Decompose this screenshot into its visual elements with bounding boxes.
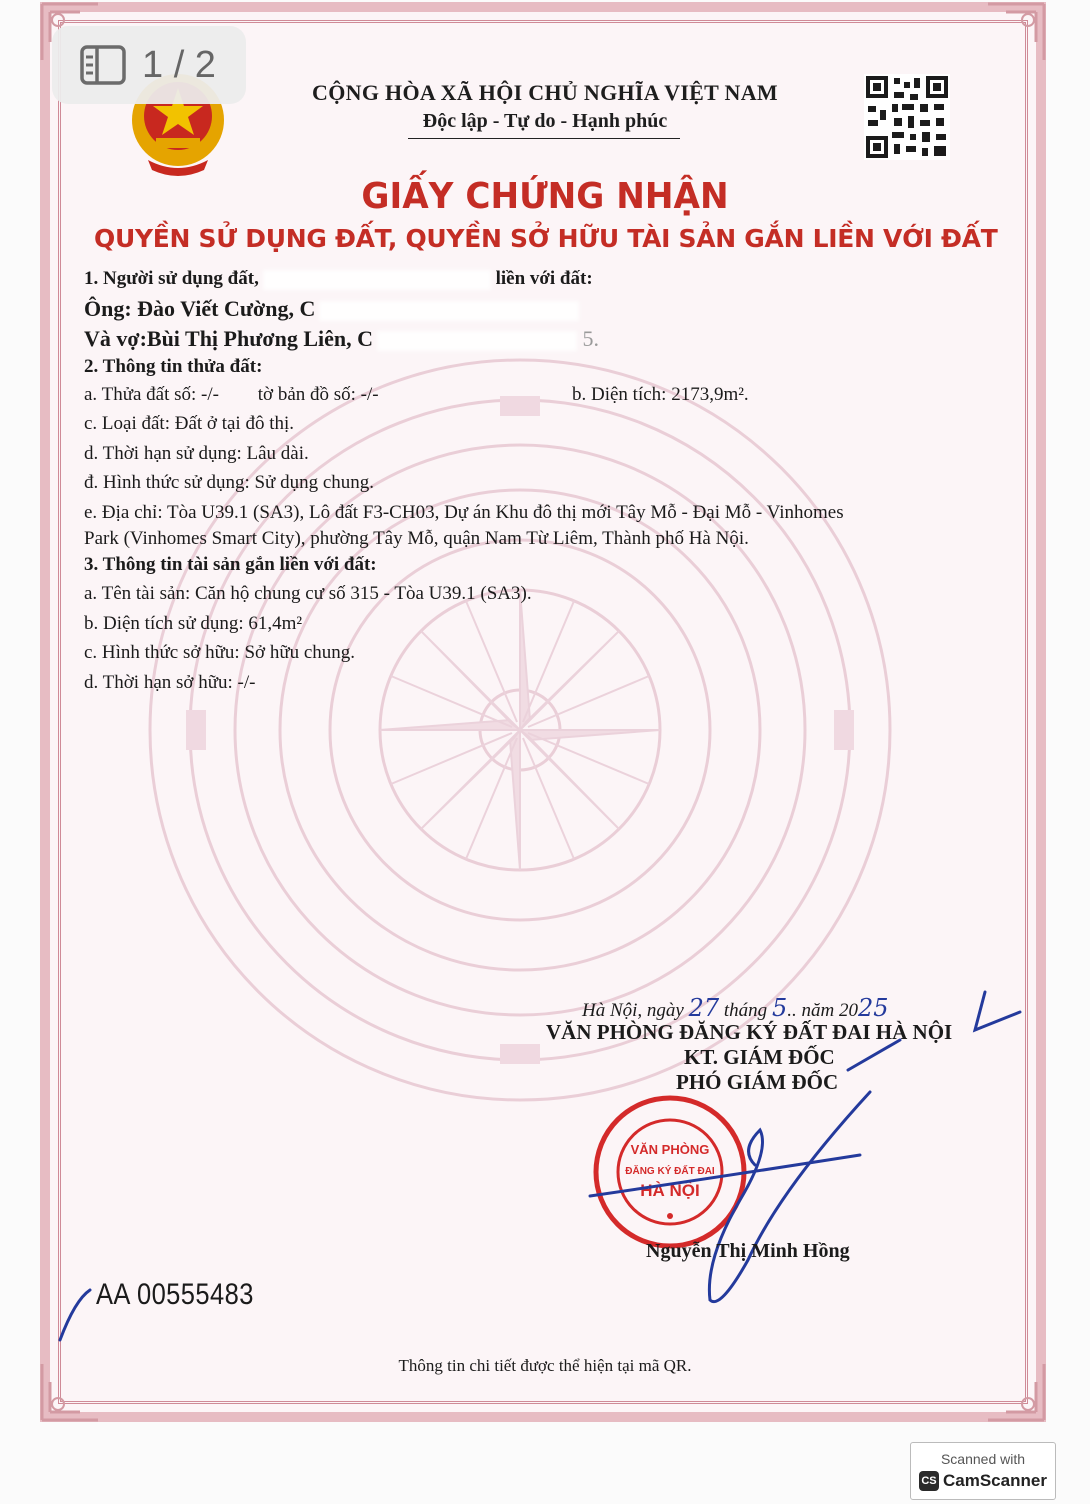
page-indicator[interactable] [52, 26, 246, 104]
republic-heading: CỘNG HÒA XÃ HỘI CHỦ NGHĨA VIỆT NAM [312, 80, 778, 105]
signer-name: Nguyễn Thị Minh Hồng [646, 1240, 850, 1262]
redacted-block [319, 301, 579, 321]
scanned-with-label: Scanned with [940, 1451, 1026, 1467]
ownership-form: c. Hình thức sở hữu: Sở hữu chung. [84, 642, 356, 663]
motto: Độc lập - Tự do - Hạnh phúc [422, 110, 668, 132]
address-line-1: e. Địa chỉ: Tòa U39.1 (SA3), Lô đất F3-CH03, Dự án Khu đô thị mới Tây Mỗ - Đại Mỗ - Vinhomes [84, 502, 844, 523]
svg-text:HÀ NỘI: HÀ NỘI [640, 1181, 700, 1200]
camscanner-name: CamScanner [943, 1471, 1047, 1490]
spouse-line: Và vợ:Bùi Thị Phương Liên, C 5. [84, 326, 600, 351]
place-date: Hà Nội, ngày 27 tháng 5.. năm 2025 [582, 994, 889, 1022]
land-type: c. Loại đất: Đất ở tại đô thị. [84, 413, 295, 434]
land-term: d. Thời hạn sử dụng: Lâu dài. [84, 443, 309, 464]
asset-area: b. Diện tích sử dụng: 61,4m² [84, 613, 303, 634]
svg-text:ĐĂNG KÝ ĐẤT ĐAI: ĐĂNG KÝ ĐẤT ĐAI [625, 1166, 715, 1177]
camscanner-watermark [910, 1442, 1056, 1500]
serial-number: AA 00555483 [96, 1278, 254, 1311]
asset-name: a. Tên tài sản: Căn hộ chung cư số 315 - Tòa U39.1 (SA3). [84, 583, 532, 604]
address-line-2: Park (Vinhomes Smart City), phường Tây Mỗ, quận Nam Từ Liêm, Thành phố Hà Nội. [84, 528, 749, 549]
section3-heading: 3. Thông tin tài sản gắn liền với đất: [84, 554, 377, 575]
issuing-office: VĂN PHÒNG ĐĂNG KÝ ĐẤT ĐAI HÀ NỘI [546, 1020, 953, 1044]
certificate-subtitle: QUYỀN SỬ DỤNG ĐẤT, QUYỀN SỞ HỮU TÀI SẢN GẮN LIỀN VỚI ĐẤT [94, 224, 998, 253]
camscanner-brand [919, 1471, 1047, 1491]
certificate-title: GIẤY CHỨNG NHẬN [361, 176, 729, 217]
section1-heading: 1. Người sử dụng đất, liền với đất: [84, 268, 593, 289]
land-use-form: đ. Hình thức sử dụng: Sử dụng chung. [84, 472, 375, 493]
motto-underline [408, 138, 680, 139]
sidebar-icon[interactable] [80, 45, 126, 85]
redacted-block [263, 270, 491, 290]
page-number: 1 / 2 [142, 43, 216, 86]
official-stamp-icon [590, 1082, 760, 1252]
ownership-term: d. Thời hạn sở hữu: -/- [84, 672, 256, 693]
qr-note: Thông tin chi tiết được thể hiện tại mã QR. [398, 1356, 692, 1375]
redacted-block [377, 331, 577, 351]
section2-heading: 2. Thông tin thửa đất: [84, 356, 263, 377]
on-behalf-label: KT. GIÁM ĐỐC [684, 1045, 835, 1069]
svg-text:VĂN PHÒNG: VĂN PHÒNG [630, 1142, 710, 1157]
owner-line: Ông: Đào Viết Cường, C [84, 296, 579, 322]
signer-title: PHÓ GIÁM ĐỐC [676, 1070, 839, 1094]
corner-ornament-icon [986, 2, 1046, 62]
plot-number-line: a. Thửa đất số: -/- tờ bản đồ số: -/- [84, 384, 379, 405]
camscanner-logo-icon: CS [919, 1471, 939, 1491]
land-area: b. Diện tích: 2173,9m². [572, 384, 749, 405]
